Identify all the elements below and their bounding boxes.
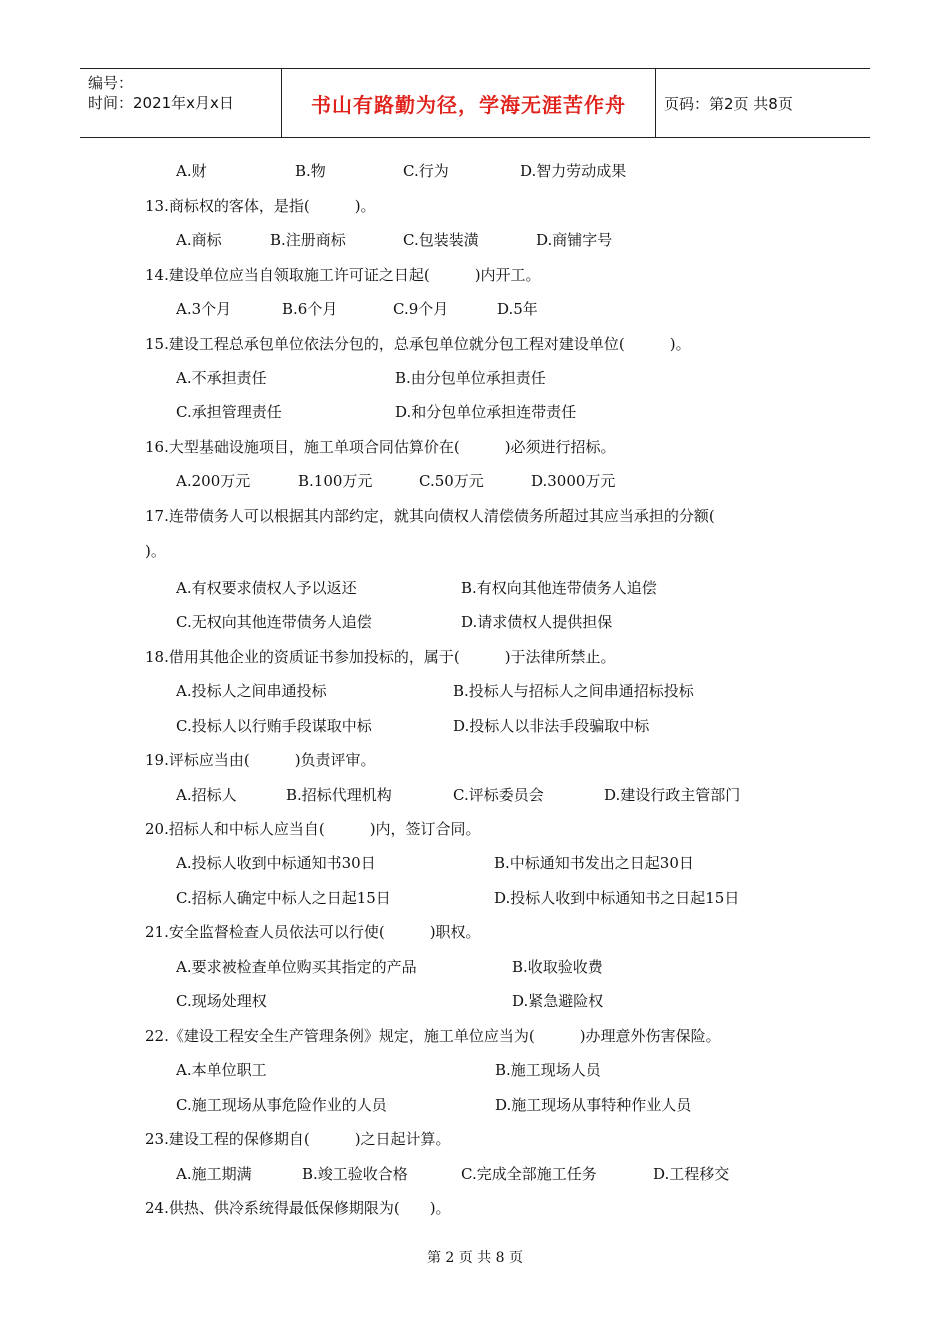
q20-option-d: D.投标人收到中标通知书之日起15日 <box>494 889 740 907</box>
q15-option-c: C.承担管理责任 <box>176 403 282 421</box>
q23-option-a: A.施工期满 <box>176 1165 252 1183</box>
q18-option-a: A.投标人之间串通投标 <box>176 682 327 700</box>
q15-option-d: D.和分包单位承担连带责任 <box>395 403 577 421</box>
q18-stem: 18.借用其他企业的资质证书参加投标的，属于( )于法律所禁止。 <box>145 648 616 666</box>
q19-stem: 19.评标应当由( )负责评审。 <box>145 751 376 769</box>
q16-option-a: A.200万元 <box>176 472 251 490</box>
q15-stem: 15.建设工程总承包单位依法分包的，总承包单位就分包工程对建设单位( )。 <box>145 335 691 353</box>
q20-option-a: A.投标人收到中标通知书30日 <box>176 854 376 872</box>
q22-stem: 22.《建设工程安全生产管理条例》规定，施工单位应当为( )办理意外伤害保险。 <box>145 1027 721 1045</box>
q21-option-a: A.要求被检查单位购买其指定的产品 <box>176 958 417 976</box>
q16-option-c: C.50万元 <box>419 472 484 490</box>
q14-option-a: A.3个月 <box>176 300 232 318</box>
q19-option-b: B.招标代理机构 <box>286 786 392 804</box>
q14-option-b: B.6个月 <box>282 300 338 318</box>
q15-option-b: B.由分包单位承担责任 <box>395 369 546 387</box>
q16-option-b: B.100万元 <box>298 472 373 490</box>
q21-stem: 21.安全监督检查人员依法可以行使( )职权。 <box>145 923 481 941</box>
header-page-number: 页码：第2页 共8页 <box>664 94 793 113</box>
q22-option-c: C.施工现场从事危险作业的人员 <box>176 1096 387 1114</box>
q22-option-a: A.本单位职工 <box>176 1061 267 1079</box>
q19-option-a: A.招标人 <box>176 786 237 804</box>
q24-stem: 24.供热、供冷系统得最低保修期限为( )。 <box>145 1199 451 1217</box>
q13-option-c: C.包装装潢 <box>403 231 479 249</box>
q12-option-b: B.物 <box>295 162 326 180</box>
q12-option-c: C.行为 <box>403 162 449 180</box>
q21-option-d: D.紧急避险权 <box>512 992 604 1010</box>
q19-option-c: C.评标委员会 <box>453 786 544 804</box>
header-motto <box>282 69 656 137</box>
page-footer: 第 2 页 共 8 页 <box>426 1250 524 1266</box>
q20-option-b: B.中标通知书发出之日起30日 <box>494 854 694 872</box>
q17-option-a: A.有权要求债权人予以返还 <box>176 579 357 597</box>
q13-option-a: A.商标 <box>176 231 222 249</box>
q17-option-b: B.有权向其他连带债务人追偿 <box>461 579 657 597</box>
q23-stem: 23.建设工程的保修期自( )之日起计算。 <box>145 1130 451 1148</box>
q13-stem: 13.商标权的客体，是指( )。 <box>145 197 376 215</box>
q16-option-d: D.3000万元 <box>531 472 616 490</box>
q23-option-c: C.完成全部施工任务 <box>461 1165 597 1183</box>
header-meta <box>80 69 282 137</box>
q19-option-d: D.建设行政主管部门 <box>604 786 741 804</box>
q20-option-c: C.招标人确定中标人之日起15日 <box>176 889 391 907</box>
document-number: 编号： <box>88 74 134 92</box>
page-header <box>80 68 870 138</box>
q14-option-d: D.5年 <box>497 300 538 318</box>
q22-option-d: D.施工现场从事特种作业人员 <box>495 1096 692 1114</box>
document-date: 时间：2021年x月x日 <box>88 94 234 112</box>
q18-option-c: C.投标人以行贿手段谋取中标 <box>176 717 372 735</box>
q12-option-a: A.财 <box>176 162 207 180</box>
q14-option-c: C.9个月 <box>393 300 449 318</box>
q18-option-b: B.投标人与招标人之间串通招标投标 <box>453 682 694 700</box>
q21-option-c: C.现场处理权 <box>176 992 267 1010</box>
q17-option-d: D.请求债权人提供担保 <box>461 613 613 631</box>
q15-option-a: A.不承担责任 <box>176 369 267 387</box>
q23-option-d: D.工程移交 <box>653 1165 730 1183</box>
q17-stem-line1: 17.连带债务人可以根据其内部约定，就其向债权人清偿债务所超过其应当承担的分额( <box>145 507 715 525</box>
q18-option-d: D.投标人以非法手段骗取中标 <box>453 717 650 735</box>
q17-option-c: C.无权向其他连带债务人追偿 <box>176 613 372 631</box>
q13-option-d: D.商铺字号 <box>536 231 613 249</box>
q16-stem: 16.大型基础设施项目，施工单项合同估算价在( )必须进行招标。 <box>145 438 616 456</box>
q14-stem: 14.建设单位应当自领取施工许可证之日起( )内开工。 <box>145 266 541 284</box>
q22-option-b: B.施工现场人员 <box>495 1061 601 1079</box>
q21-option-b: B.收取验收费 <box>512 958 603 976</box>
q20-stem: 20.招标人和中标人应当自( )内，签订合同。 <box>145 820 481 838</box>
q12-option-d: D.智力劳动成果 <box>520 162 627 180</box>
motto-text: 书山有路勤为径，学海无涯苦作舟 <box>311 92 626 117</box>
q13-option-b: B.注册商标 <box>270 231 346 249</box>
q23-option-b: B.竣工验收合格 <box>302 1165 408 1183</box>
q17-stem-line2: )。 <box>145 542 166 560</box>
